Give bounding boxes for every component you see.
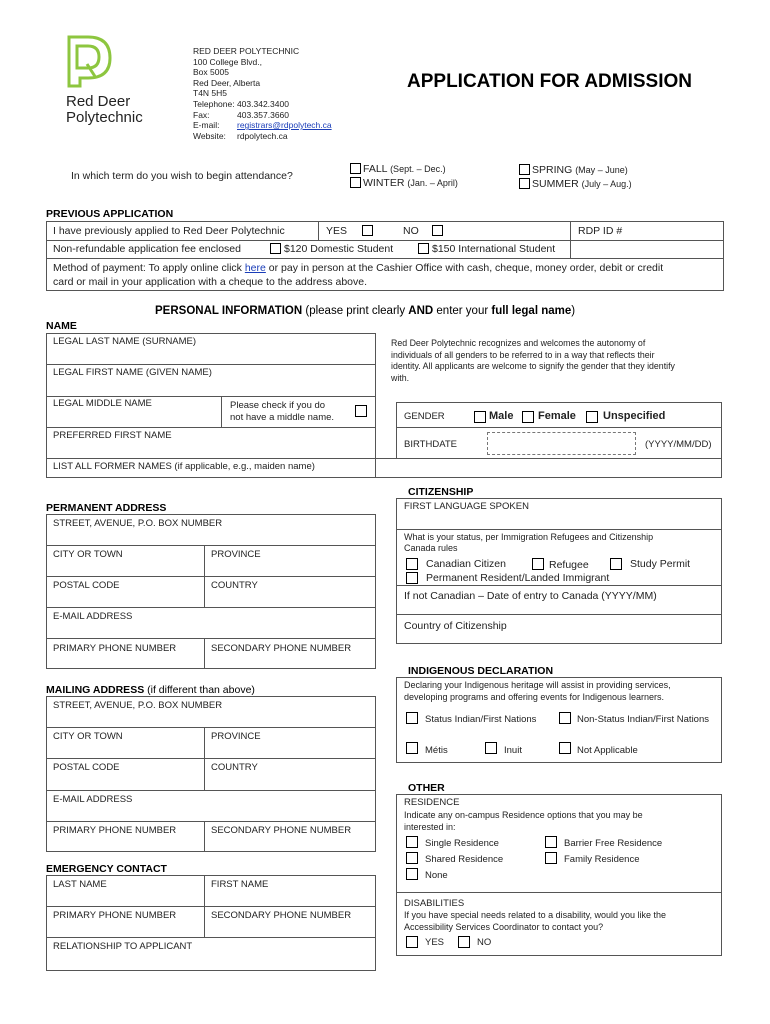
emergency-first-name-label: FIRST NAME [211, 879, 269, 890]
divider [204, 545, 205, 607]
divider [46, 607, 376, 608]
mail-email-label: E-MAIL ADDRESS [53, 794, 133, 805]
divider [221, 396, 222, 427]
perm-primary-phone-label: PRIMARY PHONE NUMBER [53, 643, 177, 654]
legal-first-name-label: LEGAL FIRST NAME (GIVEN NAME) [53, 367, 212, 378]
previous-no-label: NO [403, 225, 419, 237]
status-indian-label: Status Indian/First Nations [425, 714, 537, 725]
country-citizenship-label: Country of Citizenship [404, 620, 507, 632]
perm-country-label: COUNTRY [211, 580, 258, 591]
divider [318, 221, 319, 240]
permanent-address-heading: PERMANENT ADDRESS [46, 502, 167, 514]
fall-option [363, 163, 446, 175]
canadian-citizen-label: Canadian Citizen [426, 558, 506, 570]
mail-postal-label: POSTAL CODE [53, 762, 120, 773]
relationship-label: RELATIONSHIP TO APPLICANT [53, 941, 193, 952]
payment-method-text [53, 262, 721, 289]
spring-label: SPRING [532, 164, 573, 176]
payment-text-c: card or mail in your application with a cheque to the address above. [53, 275, 368, 288]
legal-middle-name-label: LEGAL MIDDLE NAME [53, 398, 152, 409]
email-link[interactable]: registrars@rdpolytech.ca [237, 120, 332, 131]
payment-text-a: Method of payment: To apply online click [53, 262, 245, 274]
unspecified-label: Unspecified [603, 410, 666, 422]
personal-heading-d: enter your [433, 305, 492, 317]
preferred-first-name-label: PREFERRED FIRST NAME [53, 430, 172, 441]
mail-city-label: CITY OR TOWN [53, 731, 123, 742]
address-box: Box 5005 [193, 67, 229, 78]
address-name: RED DEER POLYTECHNIC [193, 46, 300, 56]
international-fee-label: $150 International Student [432, 243, 556, 255]
study-permit-checkbox[interactable] [610, 558, 622, 570]
divider [46, 258, 724, 259]
inuit-label: Inuit [504, 745, 522, 756]
divider [46, 427, 376, 428]
metis-checkbox[interactable] [406, 742, 418, 754]
address-fax: 403.357.3660 [237, 109, 289, 120]
personal-heading-b: (please print clearly [302, 305, 409, 317]
address-website: rdpolytech.ca [237, 130, 288, 141]
divider [204, 727, 205, 790]
residence-label: RESIDENCE [404, 797, 460, 808]
status-q2: Canada rules [404, 543, 458, 553]
entry-date-label: If not Canadian – Date of entry to Canada (YYYY/MM) [404, 590, 657, 602]
divider [396, 427, 722, 428]
status-indian-checkbox[interactable] [406, 712, 418, 724]
term-question: In which term do you wish to begin attendance? [71, 170, 293, 182]
previously-applied-label: I have previously applied to Red Deer Polytechnic [53, 225, 285, 237]
winter-option [363, 177, 458, 189]
divider [396, 529, 722, 530]
disabilities-yes-checkbox[interactable] [406, 936, 418, 948]
single-residence-label: Single Residence [425, 838, 499, 849]
divider [204, 875, 205, 937]
barrier-free-checkbox[interactable] [545, 836, 557, 848]
divider [46, 821, 376, 822]
status-question [404, 532, 653, 554]
residence-note [404, 810, 643, 833]
metis-label: Métis [425, 745, 448, 756]
birthdate-label: BIRTHDATE [404, 439, 457, 450]
disabilities-label: DISABILITIES [404, 898, 465, 909]
divider [204, 638, 205, 669]
mail-primary-phone-label: PRIMARY PHONE NUMBER [53, 825, 177, 836]
birthdate-format: (YYYY/MM/DD) [645, 439, 712, 450]
address-block [193, 46, 332, 141]
apply-online-link[interactable]: here [244, 262, 266, 274]
not-applicable-label: Not Applicable [577, 745, 638, 756]
canadian-citizen-checkbox[interactable] [406, 558, 418, 570]
address-email-label: E-mail: [193, 120, 220, 131]
family-residence-label: Family Residence [564, 854, 640, 865]
international-fee-checkbox[interactable] [418, 243, 429, 254]
female-label: Female [538, 410, 576, 422]
logo-wordmark-line1: Red Deer [66, 93, 131, 110]
status-q1: What is your status, per Immigration Refugees and Citizenship [404, 532, 654, 542]
divider [46, 727, 376, 728]
no-middle-name-label [230, 400, 334, 424]
rdp-id-label: RDP ID # [578, 225, 623, 237]
male-label: Male [489, 410, 514, 422]
refugee-checkbox[interactable] [532, 558, 544, 570]
emergency-primary-phone-label: PRIMARY PHONE NUMBER [53, 910, 177, 921]
divider [46, 576, 376, 577]
spring-note: (May – June) [575, 165, 628, 175]
perm-province-label: PROVINCE [211, 549, 261, 560]
winter-checkbox[interactable] [350, 177, 361, 188]
gender-note [391, 338, 675, 384]
gender-note-1: Red Deer Polytechnic recognizes and welcomes the autonomy of [391, 338, 646, 348]
perm-email-label: E-MAIL ADDRESS [53, 611, 133, 622]
logo-wordmark-line2: Polytechnic [66, 109, 143, 126]
summer-label: SUMMER [532, 178, 579, 190]
permanent-resident-checkbox[interactable] [406, 572, 418, 584]
no-middle-name-checkbox[interactable] [355, 405, 367, 417]
non-status-label: Non-Status Indian/First Nations [577, 714, 710, 725]
domestic-fee-label: $120 Domestic Student [284, 243, 394, 255]
mail-country-label: COUNTRY [211, 762, 258, 773]
not-applicable-checkbox[interactable] [559, 742, 571, 754]
divider [46, 396, 376, 397]
payment-text-b: or pay in person at the Cashier Office with cash, cheque, money order, debit or credit [265, 262, 664, 274]
divider [46, 790, 376, 791]
summer-checkbox[interactable] [519, 178, 530, 189]
indigenous-heading: INDIGENOUS DECLARATION [408, 665, 554, 677]
family-residence-checkbox[interactable] [545, 852, 557, 864]
form-title: APPLICATION FOR ADMISSION [407, 71, 692, 92]
fall-label: FALL [363, 163, 388, 175]
mail-province-label: PROVINCE [211, 731, 261, 742]
emergency-contact-heading: EMERGENCY CONTACT [46, 863, 167, 875]
mail-street-label: STREET, AVENUE, P.O. BOX NUMBER [53, 700, 223, 711]
personal-heading-e: full legal name [491, 305, 572, 317]
personal-information-heading [155, 305, 575, 317]
former-names-box [46, 458, 722, 478]
address-website-label: Website: [193, 130, 226, 141]
address-fax-label: Fax: [193, 109, 210, 120]
disabilities-no-checkbox[interactable] [458, 936, 470, 948]
disabilities-note [404, 910, 666, 933]
residence-note-2: interested in: [404, 821, 456, 832]
address-telephone: Telephone: 403.342.3400 [193, 98, 289, 109]
first-language-label: FIRST LANGUAGE SPOKEN [404, 501, 529, 512]
fall-note: (Sept. – Dec.) [390, 164, 446, 174]
divider [46, 240, 724, 241]
unspecified-checkbox[interactable] [586, 411, 598, 423]
divider [46, 364, 376, 365]
gender-note-3: identity. All applicants are welcome to signify the gender that they identify [391, 361, 675, 371]
divider [204, 821, 205, 852]
mailing-heading-bold: MAILING ADDRESS [46, 684, 145, 696]
indigenous-note [404, 680, 671, 703]
gender-label: GENDER [404, 411, 445, 422]
previous-yes-label: YES [326, 225, 348, 237]
disabilities-note-1: If you have special needs related to a disability, would you like the [404, 910, 666, 920]
no-residence-checkbox[interactable] [406, 868, 418, 880]
permanent-resident-label: Permanent Resident/Landed Immigrant [426, 572, 610, 584]
emergency-last-name-label: LAST NAME [53, 879, 107, 890]
disabilities-yes-label: YES [425, 937, 445, 948]
divider [46, 545, 376, 546]
residence-note-1: Indicate any on-campus Residence options that you may be [404, 810, 643, 820]
summer-note: (July – Aug.) [581, 179, 632, 189]
address-city: Red Deer, Alberta [193, 77, 261, 88]
mailing-heading-note: (if different than above) [144, 684, 255, 696]
address-postal: T4N 5H5 [193, 88, 228, 99]
divider [396, 892, 722, 893]
no-residence-label: None [425, 870, 448, 881]
mailing-address-heading [46, 684, 255, 696]
personal-heading-a: PERSONAL INFORMATION [155, 305, 303, 317]
fee-label: Non-refundable application fee enclosed [53, 243, 241, 255]
summer-option [532, 178, 632, 190]
non-status-checkbox[interactable] [559, 712, 571, 724]
citizenship-heading: CITIZENSHIP [408, 486, 474, 498]
study-permit-label: Study Permit [630, 558, 691, 570]
no-middle-line1: Please check if you do [230, 400, 326, 411]
perm-street-label: STREET, AVENUE, P.O. BOX NUMBER [53, 518, 223, 529]
divider [46, 638, 376, 639]
name-heading: NAME [46, 320, 77, 332]
winter-label: WINTER [363, 177, 405, 189]
divider [570, 221, 571, 258]
previous-application-heading: PREVIOUS APPLICATION [46, 208, 174, 220]
spring-checkbox[interactable] [519, 164, 530, 175]
gender-note-4: with. [391, 372, 410, 383]
domestic-fee-checkbox[interactable] [270, 243, 281, 254]
address-street: 100 College Blvd., [193, 56, 262, 67]
indigenous-note-1: Declaring your Indigenous heritage will assist in providing services, [404, 680, 671, 690]
perm-city-label: CITY OR TOWN [53, 549, 123, 560]
emergency-secondary-phone-label: SECONDARY PHONE NUMBER [211, 910, 352, 921]
spring-option [532, 164, 628, 176]
refugee-label: Refugee [549, 559, 589, 571]
divider [396, 585, 722, 586]
inuit-checkbox[interactable] [485, 742, 497, 754]
shared-residence-label: Shared Residence [425, 854, 504, 865]
former-names-label: LIST ALL FORMER NAMES (if applicable, e.g., maiden name) [53, 461, 315, 472]
barrier-free-label: Barrier Free Residence [564, 838, 663, 849]
winter-note: (Jan. – April) [407, 178, 458, 188]
perm-postal-label: POSTAL CODE [53, 580, 120, 591]
personal-heading-c: AND [408, 305, 434, 317]
divider [46, 937, 376, 938]
previous-yes-checkbox[interactable] [362, 225, 373, 236]
divider [46, 906, 376, 907]
perm-secondary-phone-label: SECONDARY PHONE NUMBER [211, 643, 352, 654]
single-residence-checkbox[interactable] [406, 836, 418, 848]
legal-last-name-label: LEGAL LAST NAME (SURNAME) [53, 336, 197, 347]
female-checkbox[interactable] [522, 411, 534, 423]
divider [46, 758, 376, 759]
male-checkbox[interactable] [474, 411, 486, 423]
personal-heading-f: ) [571, 305, 576, 317]
disabilities-note-2: Accessibility Services Coordinator to contact you? [404, 921, 604, 932]
mail-secondary-phone-label: SECONDARY PHONE NUMBER [211, 825, 352, 836]
indigenous-note-2: developing programs and offering events for Indigenous learners. [404, 691, 664, 702]
no-middle-line2: not have a middle name. [230, 412, 335, 423]
red-deer-polytechnic-logo [66, 34, 116, 88]
previous-no-checkbox[interactable] [432, 225, 443, 236]
divider [396, 614, 722, 615]
birthdate-input[interactable] [487, 432, 636, 455]
gender-note-2: individuals of all genders to be referred to in a way that reflects their [391, 349, 655, 360]
shared-residence-checkbox[interactable] [406, 852, 418, 864]
other-heading: OTHER [408, 782, 445, 794]
disabilities-no-label: NO [477, 937, 492, 948]
fall-checkbox[interactable] [350, 163, 361, 174]
